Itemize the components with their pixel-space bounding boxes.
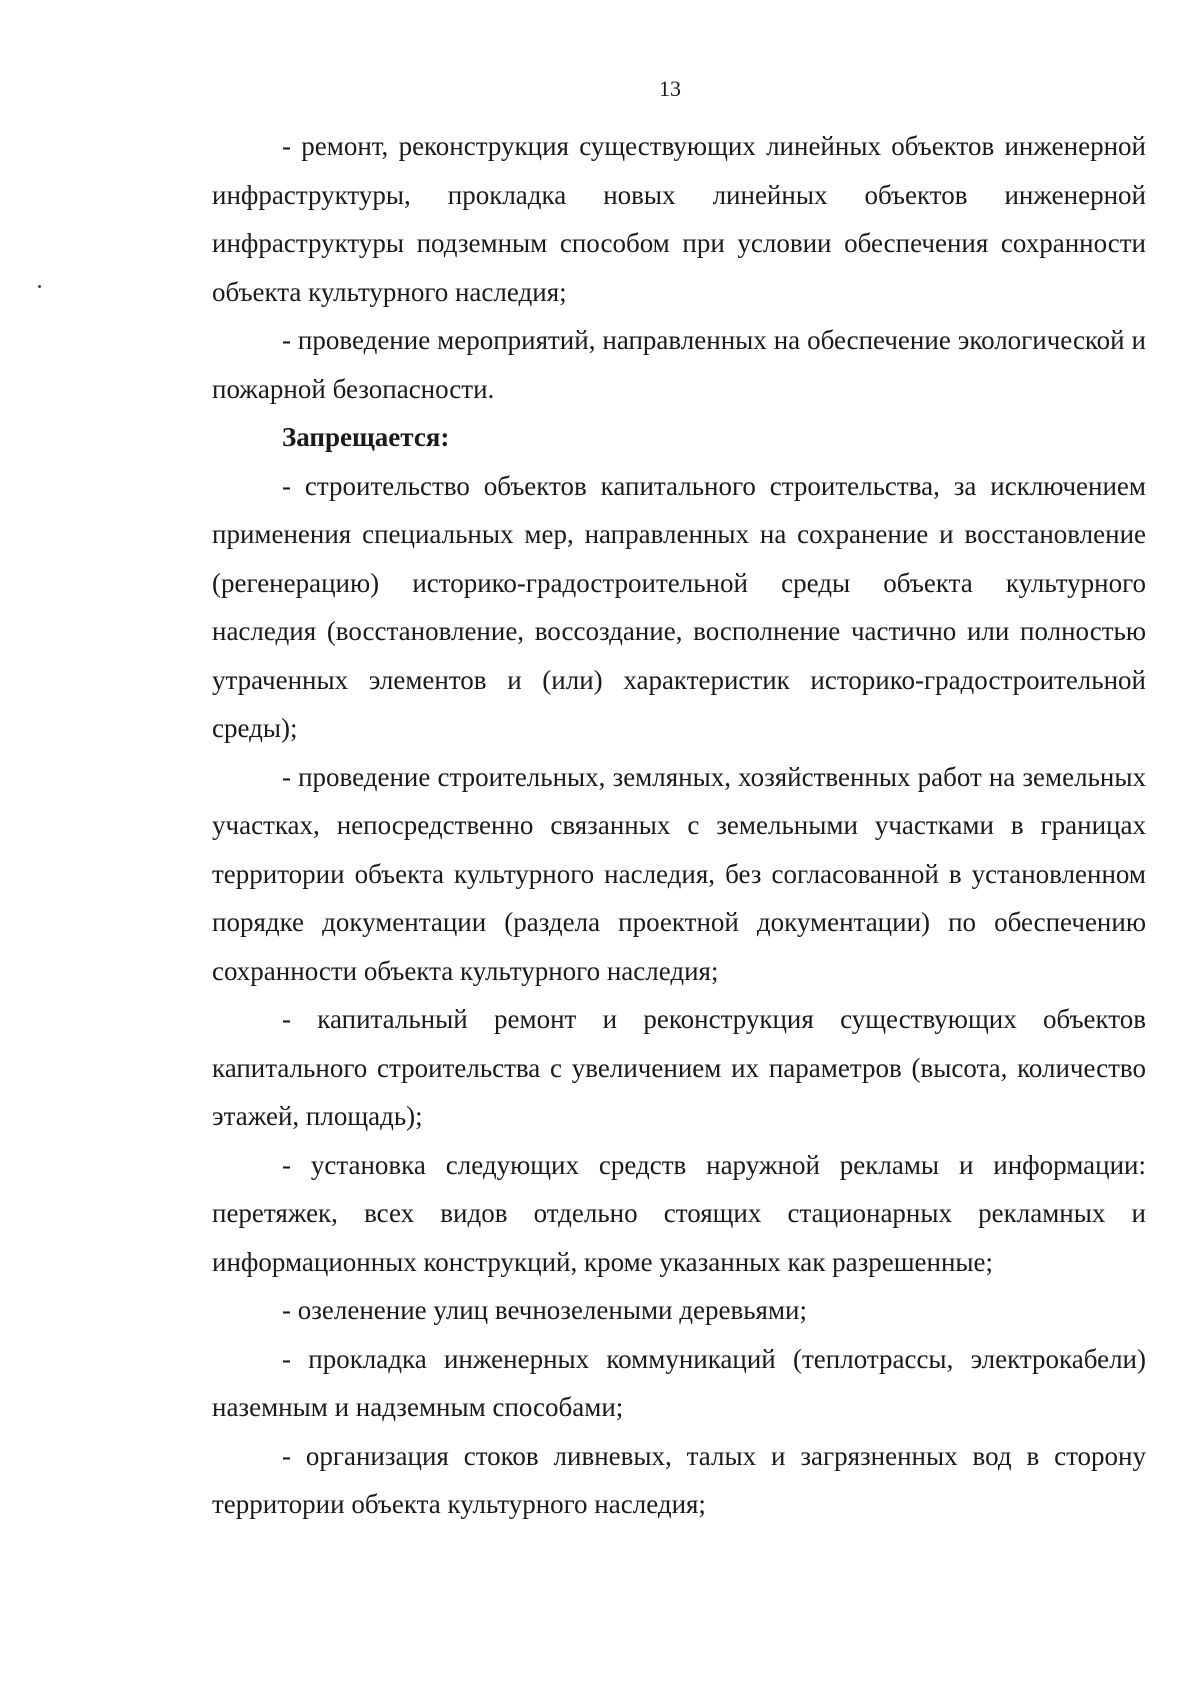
document-body — [212, 122, 1146, 1529]
paragraph-allowed-2: - проведение мероприятий, направленных на обеспечение экологической и пожарной безопасности. — [212, 325, 1146, 404]
paragraph-prohibited-7: - организация стоков ливневых, талых и загрязненных вод в сторону территории объекта культурного наследия; — [212, 1440, 1146, 1519]
paragraph-allowed-1: - ремонт, реконструкция существующих линейных объектов инженерной инфраструктуры, прокладка новых линейных объектов инженерной инфраструктуры подземным способом при условии обеспечения сохранности объекта культурного наследия; — [212, 131, 1146, 307]
section-heading-prohibited: Запрещается: — [282, 422, 450, 452]
paragraph-prohibited-2: - проведение строительных, земляных, хозяйственных работ на земельных участках, непосредственно связанных с земельными участками в границах территории объекта культурного наследия, без согласованной в установленном порядке документации (раздела проектной документации) по обеспечению сохранности объекта культурного наследия; — [212, 761, 1146, 986]
paragraph-prohibited-5: - озеленение улиц вечнозелеными деревьями; — [282, 1295, 807, 1325]
paragraph-prohibited-1: - строительство объектов капитального строительства, за исключением применения специальных мер, направленных на сохранение и восстановление (регенерацию) историко-градостроительной среды объекта культурного наследия (восстановление, воссоздание, восполнение частично или полностью утраченных элементов и (или) характеристик историко-градостроительной среды); — [212, 470, 1146, 743]
paragraph-prohibited-3: - капитальный ремонт и реконструкция существующих объектов капитального строительства с увеличением их параметров (высота, количество этажей, площадь); — [212, 1004, 1146, 1131]
paragraph-prohibited-4: - установка следующих средств наружной рекламы и информации: перетяжек, всех видов отдельно стоящих стационарных рекламных и информационных конструкций, кроме указанных как разрешенные; — [212, 1149, 1146, 1277]
scan-speck — [38, 285, 41, 288]
page-number: 13 — [659, 76, 681, 101]
paragraph-prohibited-6: - прокладка инженерных коммуникаций (теплотрассы, электрокабели) наземным и надземным способами; — [212, 1343, 1146, 1422]
